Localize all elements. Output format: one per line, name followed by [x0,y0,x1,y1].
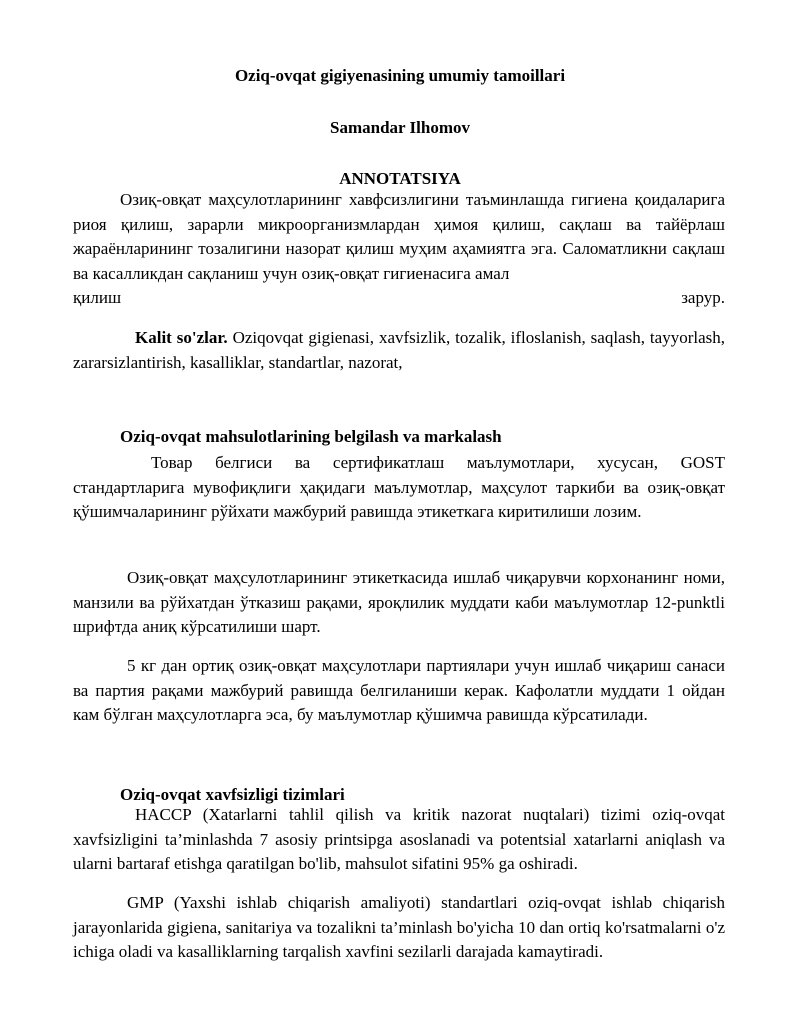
abstract-text: Озиқ-овқат маҳсулотларининг хавфсизлигини таъминлашда гигиена қоидаларига риоя қилиш, зарарли микроорганизмлардан ҳимоя қилиш, сақлаш ва тайёрлаш жараёнларининг тозалигини назорат қилиш муҳим аҳамиятга эга. Саломатликни сақлаш ва касалликдан сақланиш учун озиқ-овқат гигиенасига амал [73,190,725,283]
section1-paragraph-2: Озиқ-овқат маҳсулотларининг этикеткасида ишлаб чиқарувчи корхонанинг номи, манзили ва рўйхатдан ўтказиш рақами, яроқлилик муддати каби маълумотлар 12-punktli шрифтда аниқ кўрсатилиши шарт. [73,568,725,636]
keywords-paragraph [73,326,725,375]
keywords-text: Oziqovqat gigienasi, xavfsizlik, tozalik, ifloslanish, saqlash, tayyorlash, zararsizlantirish, kasalliklar, standartlar, nazorat, [73,328,725,372]
section-heading-safety: Oziq-ovqat xavfsizligi tizimlari [120,785,345,804]
section2-paragraph-1: HACCP (Xatarlarni tahlil qilish va kritik nazorat nuqtalari) tizimi oziq-ovqat xavfsizligini ta’minlashda 7 asosiy printsipga asoslanadi va potentsial xatarlarni aniqlash va ularni bartaraf etishga qaratilgan bo'lib, mahsulot sifatini 95% ga oshiradi. [73,805,725,873]
abstract-heading: ANNOTATSIYA [339,169,461,188]
abstract-paragraph [73,188,725,286]
section-heading-labeling: Oziq-ovqat mahsulotlarining belgilash va markalash [120,427,502,446]
document-title: Oziq-ovqat gigiyenasining umumiy tamoillari [234,66,566,85]
document-author: Samandar Ilhomov [330,118,470,137]
section1-paragraph-3: 5 кг дан ортиқ озиқ-овқат маҳсулотлари партиялари учун ишлаб чиқариш санаси ва партия рақами мажбурий равишда белгиланиши керак. Кафолатли муддати 1 ойдан кам бўлган маҳсулотларга эса, бу маълумотлар қўшимча равишда кўрсатилади. [73,656,725,724]
section1-paragraph-1: Товар белгиси ва сертификатлаш маълумотлари, хусусан, GOST стандартларига мувофиқлиги ҳақидаги маълумотлар, маҳсулот таркиби ва озиқ-овқат қўшимчаларининг рўйхати мажбурий равишда этикеткага киритилиши лозим. [73,453,725,521]
keywords-label: Kalit so'zlar. [135,328,228,347]
section2-paragraph-2: GMP (Yaxshi ishlab chiqarish amaliyoti) standartlari oziq-ovqat ishlab chiqarish jarayonlarida gigiena, sanitariya va tozalikni ta’minlash bo'yicha 10 dan ortiq ko'rsatmalarni o'z ichiga oladi va kasalliklarning tarqalish xavfini sezilarli darajada kamaytiradi. [73,893,725,961]
abstract-paragraph-end: қилиш зарур. [73,288,725,307]
